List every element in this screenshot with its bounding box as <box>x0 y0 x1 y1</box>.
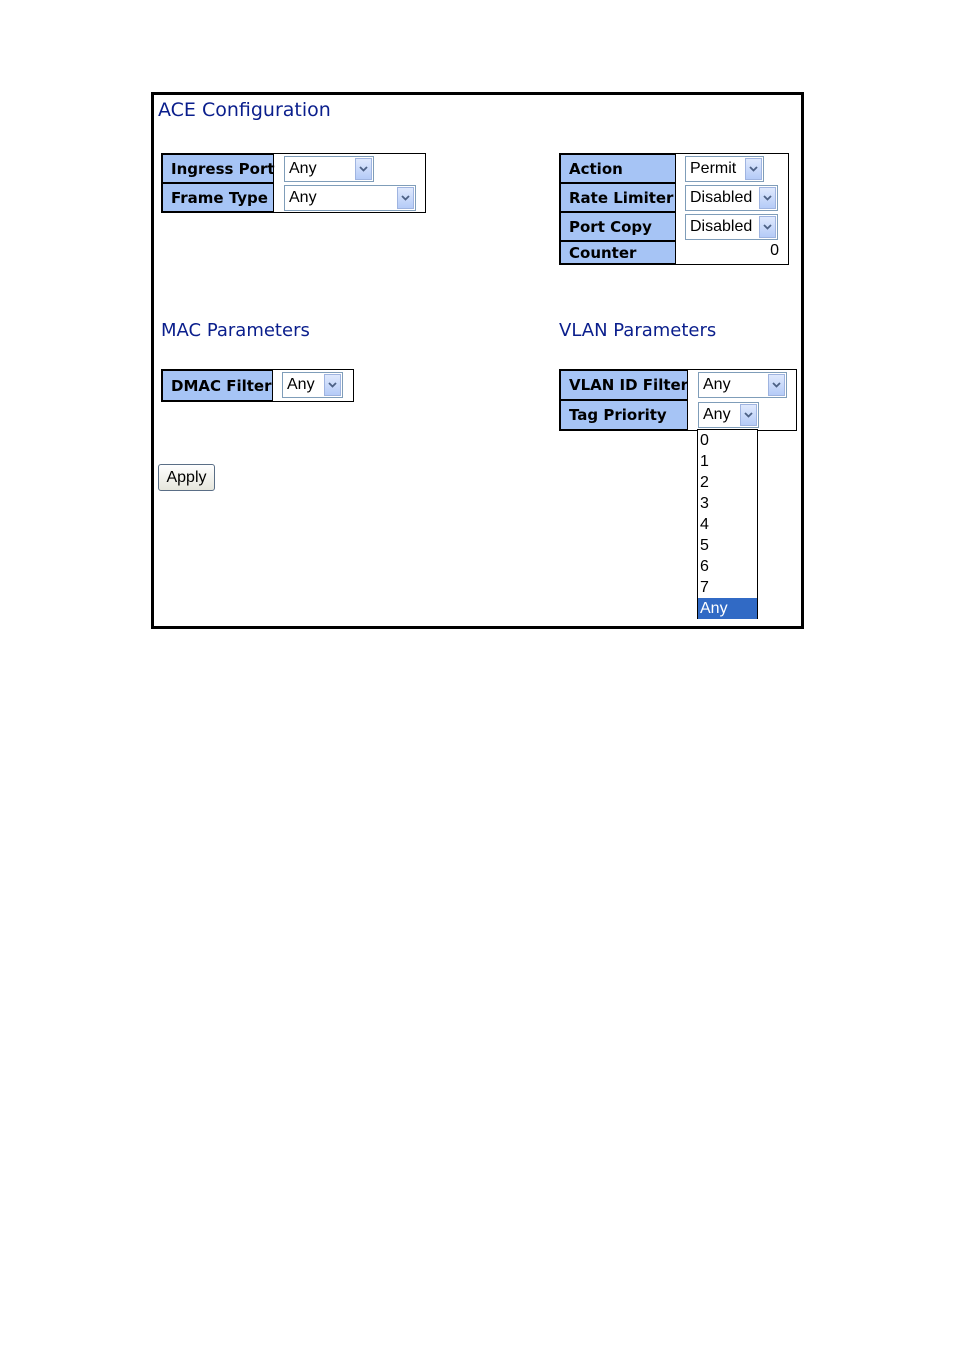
counter-label: Counter <box>560 241 676 264</box>
tag-priority-option[interactable]: 4 <box>700 516 709 533</box>
tag-priority-dropdown-list[interactable] <box>697 429 758 619</box>
frame-type-label: Frame Type <box>162 183 274 212</box>
chevron-down-icon[interactable] <box>768 374 785 396</box>
tag-priority-option[interactable]: 6 <box>700 558 709 575</box>
chevron-down-icon[interactable] <box>324 374 341 396</box>
chevron-down-icon[interactable] <box>759 216 776 238</box>
mac-table <box>161 369 354 402</box>
action-table <box>559 153 789 265</box>
chevron-down-icon[interactable] <box>397 187 414 209</box>
action-select[interactable] <box>685 156 764 182</box>
rate-limiter-value: Disabled <box>690 189 753 206</box>
vlan-id-filter-value: Any <box>703 376 731 393</box>
frame-type-select[interactable] <box>284 185 416 211</box>
page-title: ACE Configuration <box>158 99 331 121</box>
chevron-down-icon[interactable] <box>745 158 762 180</box>
counter-value: 0 <box>770 242 779 259</box>
port-copy-value: Disabled <box>690 218 753 235</box>
vlan-id-filter-label: VLAN ID Filter <box>560 370 688 400</box>
dmac-filter-select[interactable] <box>282 372 343 398</box>
tag-priority-option[interactable]: 2 <box>700 474 709 491</box>
tag-priority-option[interactable]: 7 <box>700 579 709 596</box>
tag-priority-option[interactable]: 5 <box>700 537 709 554</box>
port-copy-select[interactable] <box>685 214 778 240</box>
vlan-parameters-title: VLAN Parameters <box>559 320 717 341</box>
dmac-filter-value: Any <box>287 376 315 393</box>
apply-button[interactable]: Apply <box>158 464 215 491</box>
chevron-down-icon[interactable] <box>740 404 757 426</box>
vlan-id-filter-select[interactable] <box>698 372 787 398</box>
tag-priority-value: Any <box>703 406 731 423</box>
action-label: Action <box>560 154 676 183</box>
tag-priority-option[interactable]: 1 <box>700 453 709 470</box>
tag-priority-select[interactable] <box>698 402 759 428</box>
port-copy-label: Port Copy <box>560 212 676 241</box>
chevron-down-icon[interactable] <box>355 158 372 180</box>
tag-priority-label: Tag Priority <box>560 400 688 430</box>
chevron-down-icon[interactable] <box>759 187 776 209</box>
mac-parameters-title: MAC Parameters <box>161 320 310 341</box>
rate-limiter-select[interactable] <box>685 185 778 211</box>
tag-priority-option[interactable]: Any <box>698 598 757 619</box>
ingress-port-label: Ingress Port <box>162 154 274 183</box>
vlan-table <box>559 369 797 431</box>
ingress-table <box>161 153 426 213</box>
dmac-filter-label: DMAC Filter <box>162 370 273 401</box>
ingress-port-value: Any <box>289 160 317 177</box>
frame-type-value: Any <box>289 189 317 206</box>
ingress-port-select[interactable] <box>284 156 374 182</box>
action-value: Permit <box>690 160 737 177</box>
rate-limiter-label: Rate Limiter <box>560 183 676 212</box>
tag-priority-option[interactable]: 0 <box>700 432 709 449</box>
tag-priority-option[interactable]: 3 <box>700 495 709 512</box>
